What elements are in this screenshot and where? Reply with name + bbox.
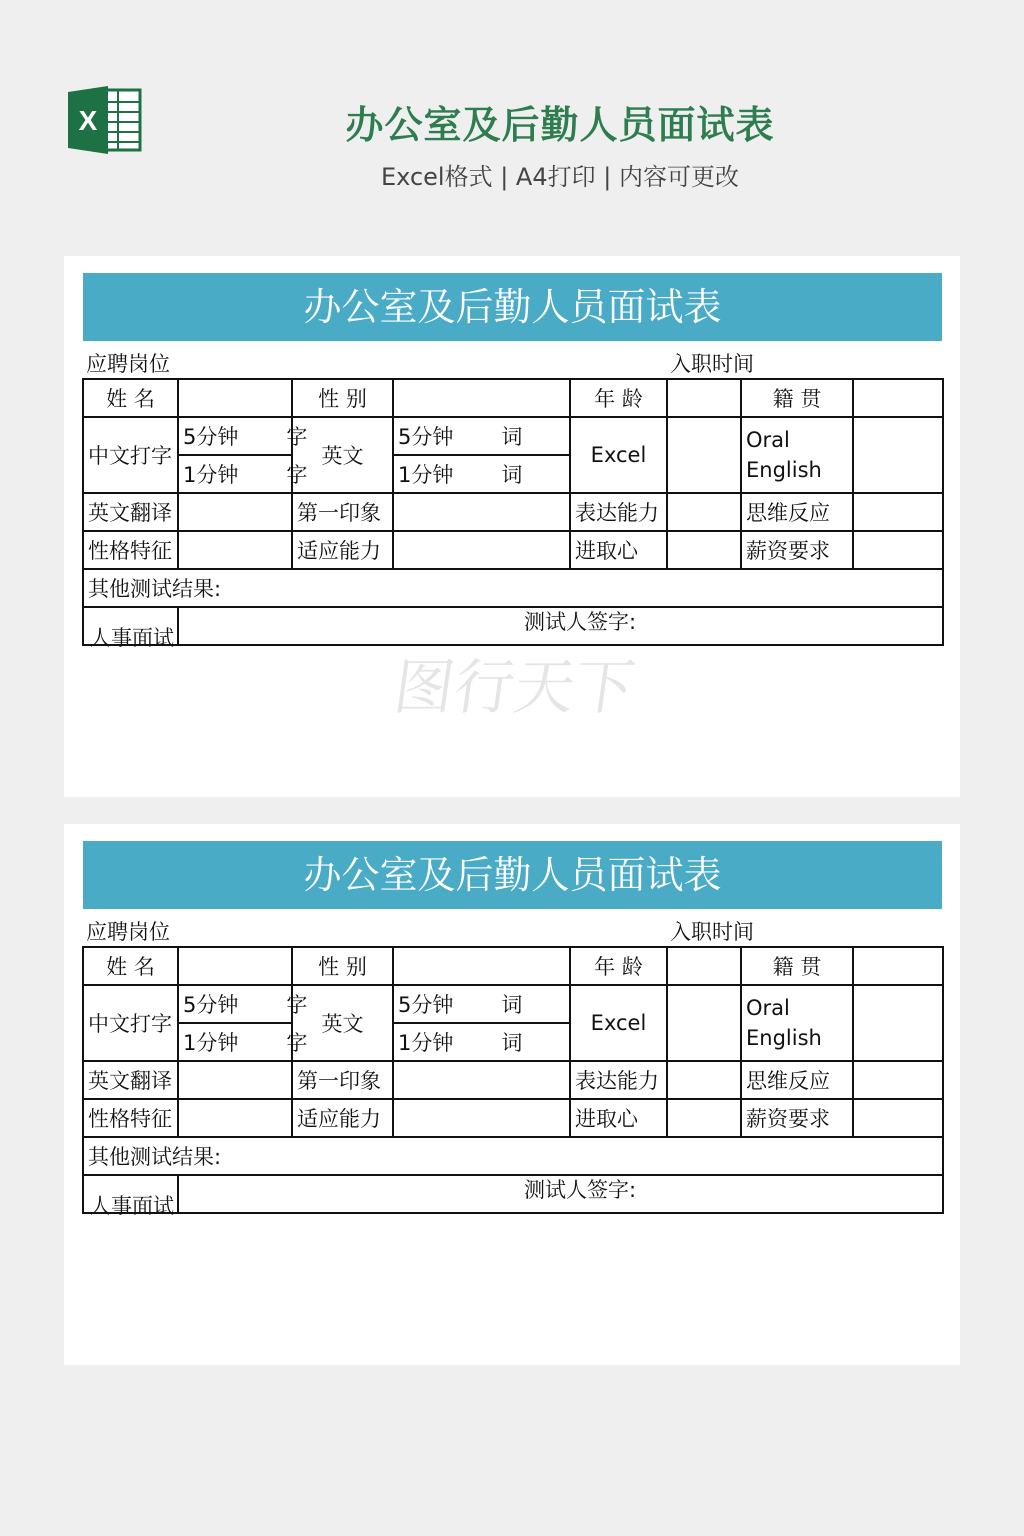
oral-english-cell[interactable]	[853, 985, 943, 1061]
ambition-label: 进取心	[570, 1099, 667, 1137]
adaptability-cell[interactable]	[393, 531, 570, 569]
excel-icon	[66, 84, 142, 156]
personality-label: 性格特征	[83, 1099, 178, 1137]
form-preview-2	[64, 824, 960, 1365]
name-cell[interactable]	[178, 379, 292, 417]
english-1min: 1分钟	[398, 463, 454, 487]
age-cell[interactable]	[667, 947, 741, 985]
word-unit: 词	[501, 1031, 523, 1055]
adaptability-label: 适应能力	[292, 531, 393, 569]
tester-signature-label: 测试人签字:	[524, 610, 637, 634]
entry-time-label: 入职时间	[670, 352, 754, 376]
page-header	[0, 0, 1024, 230]
typing-5min-cell[interactable]	[178, 985, 308, 1023]
ambition-label: 进取心	[570, 531, 667, 569]
typing-1min-cell[interactable]	[178, 455, 308, 493]
hometown-label: 籍 贯	[741, 379, 853, 417]
english-5min-cell[interactable]	[393, 417, 570, 455]
translation-label: 英文翻译	[83, 1061, 178, 1099]
chinese-typing-label: 中文打字	[83, 985, 178, 1061]
excel-label: Excel	[570, 417, 667, 493]
first-impression-label: 第一印象	[292, 1061, 393, 1099]
typing-1min-cell[interactable]	[178, 1023, 308, 1061]
english-1min-cell[interactable]	[393, 455, 570, 493]
first-impression-cell[interactable]	[393, 1061, 570, 1099]
personality-cell[interactable]	[178, 1099, 292, 1137]
english-1min-cell[interactable]	[393, 1023, 570, 1061]
hr-interview-label: 人事面试	[90, 626, 174, 650]
position-label: 应聘岗位	[86, 352, 170, 376]
chinese-typing-label: 中文打字	[83, 417, 178, 493]
page-subtitle: Excel格式 | A4打印 | 内容可更改	[381, 163, 739, 191]
oral-english-cell[interactable]	[853, 417, 943, 493]
interview-form-table	[82, 378, 944, 650]
svg-text:X: X	[78, 105, 98, 136]
typing-5min: 5分钟	[183, 993, 239, 1017]
first-impression-cell[interactable]	[393, 493, 570, 531]
excel-label: Excel	[570, 985, 667, 1061]
expression-cell[interactable]	[667, 493, 741, 531]
hr-interview-label: 人事面试	[90, 1194, 174, 1218]
word-unit: 词	[501, 993, 523, 1017]
english-label: 英文	[292, 985, 393, 1061]
thinking-label: 思维反应	[741, 493, 853, 531]
form-banner-title: 办公室及后勤人员面试表	[83, 273, 942, 341]
hometown-label: 籍 贯	[741, 947, 853, 985]
char-unit: 字	[286, 425, 308, 449]
typing-1min: 1分钟	[183, 463, 239, 487]
salary-label: 薪资要求	[741, 531, 853, 569]
english-1min: 1分钟	[398, 1031, 454, 1055]
entry-time-label: 入职时间	[670, 920, 754, 944]
hometown-cell[interactable]	[853, 379, 943, 417]
char-unit: 字	[286, 463, 308, 487]
age-cell[interactable]	[667, 379, 741, 417]
expression-cell[interactable]	[667, 1061, 741, 1099]
hr-interview-label-cell	[83, 607, 178, 650]
other-results-label: 其他测试结果:	[88, 577, 222, 601]
salary-cell[interactable]	[853, 531, 943, 569]
age-label: 年 龄	[570, 947, 667, 985]
interview-form-table	[82, 946, 944, 1218]
english-5min: 5分钟	[398, 993, 454, 1017]
english-label: 英文	[292, 417, 393, 493]
page-title: 办公室及后勤人员面试表	[345, 103, 775, 147]
excel-cell[interactable]	[667, 417, 741, 493]
thinking-cell[interactable]	[853, 493, 943, 531]
translation-cell[interactable]	[178, 1061, 292, 1099]
other-results-cell[interactable]	[83, 1137, 943, 1202]
gender-label: 性 别	[292, 379, 393, 417]
gender-label: 性 别	[292, 947, 393, 985]
ambition-cell[interactable]	[667, 531, 741, 569]
english-5min-cell[interactable]	[393, 985, 570, 1023]
char-unit: 字	[286, 993, 308, 1017]
gender-cell[interactable]	[393, 379, 570, 417]
word-unit: 词	[501, 463, 523, 487]
english-5min: 5分钟	[398, 425, 454, 449]
name-label: 姓 名	[83, 947, 178, 985]
gender-cell[interactable]	[393, 947, 570, 985]
watermark: 图行天下	[389, 653, 640, 723]
personality-label: 性格特征	[83, 531, 178, 569]
excel-cell[interactable]	[667, 985, 741, 1061]
form-banner-title: 办公室及后勤人员面试表	[83, 841, 942, 909]
other-results-label: 其他测试结果:	[88, 1145, 222, 1169]
salary-label: 薪资要求	[741, 1099, 853, 1137]
translation-cell[interactable]	[178, 493, 292, 531]
hr-interview-label-cell	[83, 1175, 178, 1218]
adaptability-label: 适应能力	[292, 1099, 393, 1137]
position-label: 应聘岗位	[86, 920, 170, 944]
salary-cell[interactable]	[853, 1099, 943, 1137]
thinking-label: 思维反应	[741, 1061, 853, 1099]
personality-cell[interactable]	[178, 531, 292, 569]
typing-5min-cell[interactable]	[178, 417, 308, 455]
adaptability-cell[interactable]	[393, 1099, 570, 1137]
typing-5min: 5分钟	[183, 425, 239, 449]
tester-signature-label: 测试人签字:	[524, 1178, 637, 1202]
other-results-cell[interactable]	[83, 569, 943, 634]
typing-1min: 1分钟	[183, 1031, 239, 1055]
hometown-cell[interactable]	[853, 947, 943, 985]
oral-english-label: Oral English	[741, 417, 853, 493]
age-label: 年 龄	[570, 379, 667, 417]
char-unit: 字	[286, 1031, 308, 1055]
oral-english-label: Oral English	[741, 985, 853, 1061]
name-label: 姓 名	[83, 379, 178, 417]
expression-label: 表达能力	[570, 493, 667, 531]
expression-label: 表达能力	[570, 1061, 667, 1099]
thinking-cell[interactable]	[853, 1061, 943, 1099]
ambition-cell[interactable]	[667, 1099, 741, 1137]
word-unit: 词	[501, 425, 523, 449]
first-impression-label: 第一印象	[292, 493, 393, 531]
translation-label: 英文翻译	[83, 493, 178, 531]
name-cell[interactable]	[178, 947, 292, 985]
